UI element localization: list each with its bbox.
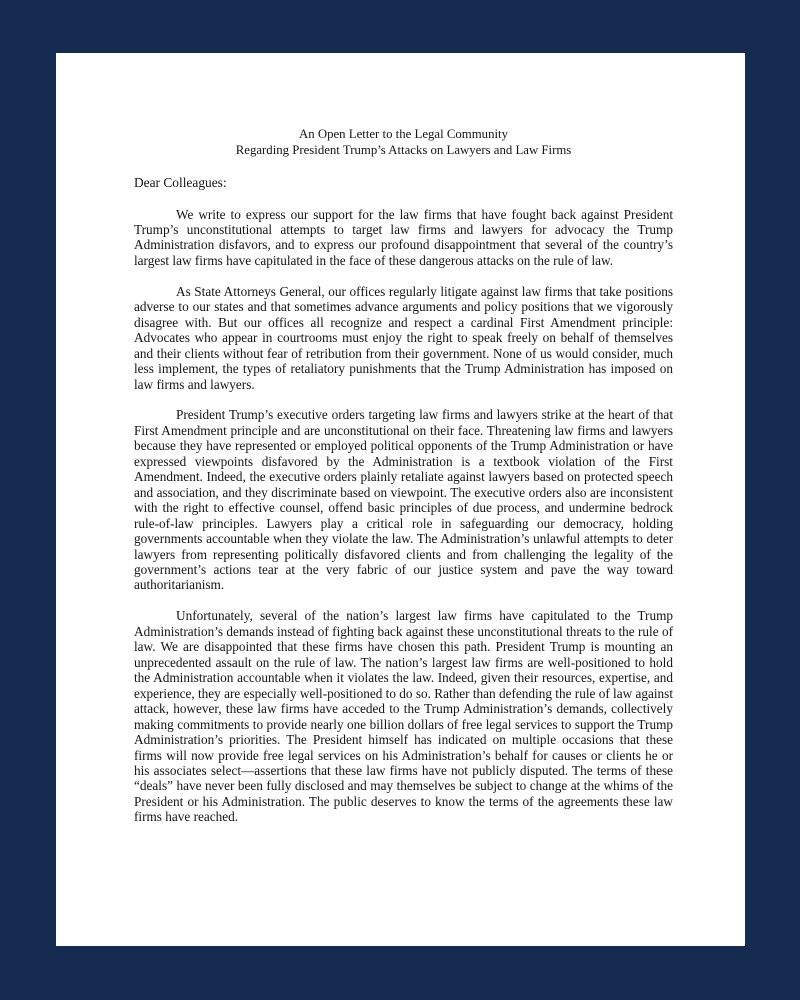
paragraph-4: Unfortunately, several of the nation’s largest law firms have capitulated to the Trump Administration’s demands instead of fighting back against these unconstitutional threats to the rule of law. We are disappointed that these firms have chosen this path. President Trump is mounting an unprecedented assault on the rule of law. The nation’s largest law firms are well-positioned to hold the Administration accountable when it violates the law. Indeed, given their resources, expertise, and experience, they are especially well-positioned to do so. Rather than defending the rule of law against attack, however, these law firms have acceded to the Trump Administration’s demands, collectively making commitments to provide nearly one billion dollars of free legal services to support the Trump Administration’s priorities. The President himself has indicated on multiple occasions that these firms will now provide free legal services on his Administration’s behalf for causes or clients he or his associates select—assertions that these law firms have not publicly disputed. The terms of these “deals” have never been fully disclosed and may themselves be subject to change at the whims of the President or his Administration. The public deserves to know the terms of the agreements these law firms have reached. [134, 608, 674, 825]
paragraph-1: We write to express our support for the law firms that have fought back against President Trump’s unconstitutional attempts to target law firms and lawyers for advocacy the Trump Administration disfavors, and to express our profound disappointment that several of the country’s largest law firms have capitulated in the face of these dangerous attacks on the rule of law. [134, 206, 673, 268]
paragraph-3: President Trump’s executive orders targeting law firms and lawyers strike at the heart of that First Amendment principle and are unconstitutional on their face. Threatening law firms and lawyers because they have represented or employed political opponents of the Trump Administration or have expressed viewpoints disfavored by the Administration is a textbook violation of the First Amendment. Indeed, the executive orders plainly retaliate against lawyers based on protected speech and association, and they discriminate based on viewpoint. The executive orders also are inconsistent with the right to effective counsel, offend basic principles of due process, and undermine bedrock rule-of-law principles. Lawyers play a critical role in safeguarding our democracy, holding governments accountable when they violate the law. The Administration’s unlawful attempts to deter lawyers from representing politically disfavored clients and from challenging the legality of the government’s actions tear at the very fabric of our justice system and pave the way toward authoritarianism. [134, 407, 673, 593]
letter-subtitle: Regarding President Trump’s Attacks on Lawyers and Law Firms [235, 142, 572, 157]
letter-page [56, 53, 745, 946]
letter-heading [134, 127, 673, 158]
salutation: Dear Colleagues: [134, 175, 227, 190]
paragraph-2: As State Attorneys General, our offices regularly litigate against law firms that take positions adverse to our states and that sometimes advance arguments and policy positions that we vigorously disagree with. But our offices all recognize and respect a cardinal First Amendment principle: Advocates who appear in courtrooms must enjoy the right to speak freely on behalf of themselves and their clients without fear of retribution from their government. None of us would consider, much less implement, the types of retaliatory punishments that the Trump Administration has imposed on law firms and lawyers. [134, 283, 673, 392]
letter-title: An Open Letter to the Legal Community [299, 127, 508, 141]
